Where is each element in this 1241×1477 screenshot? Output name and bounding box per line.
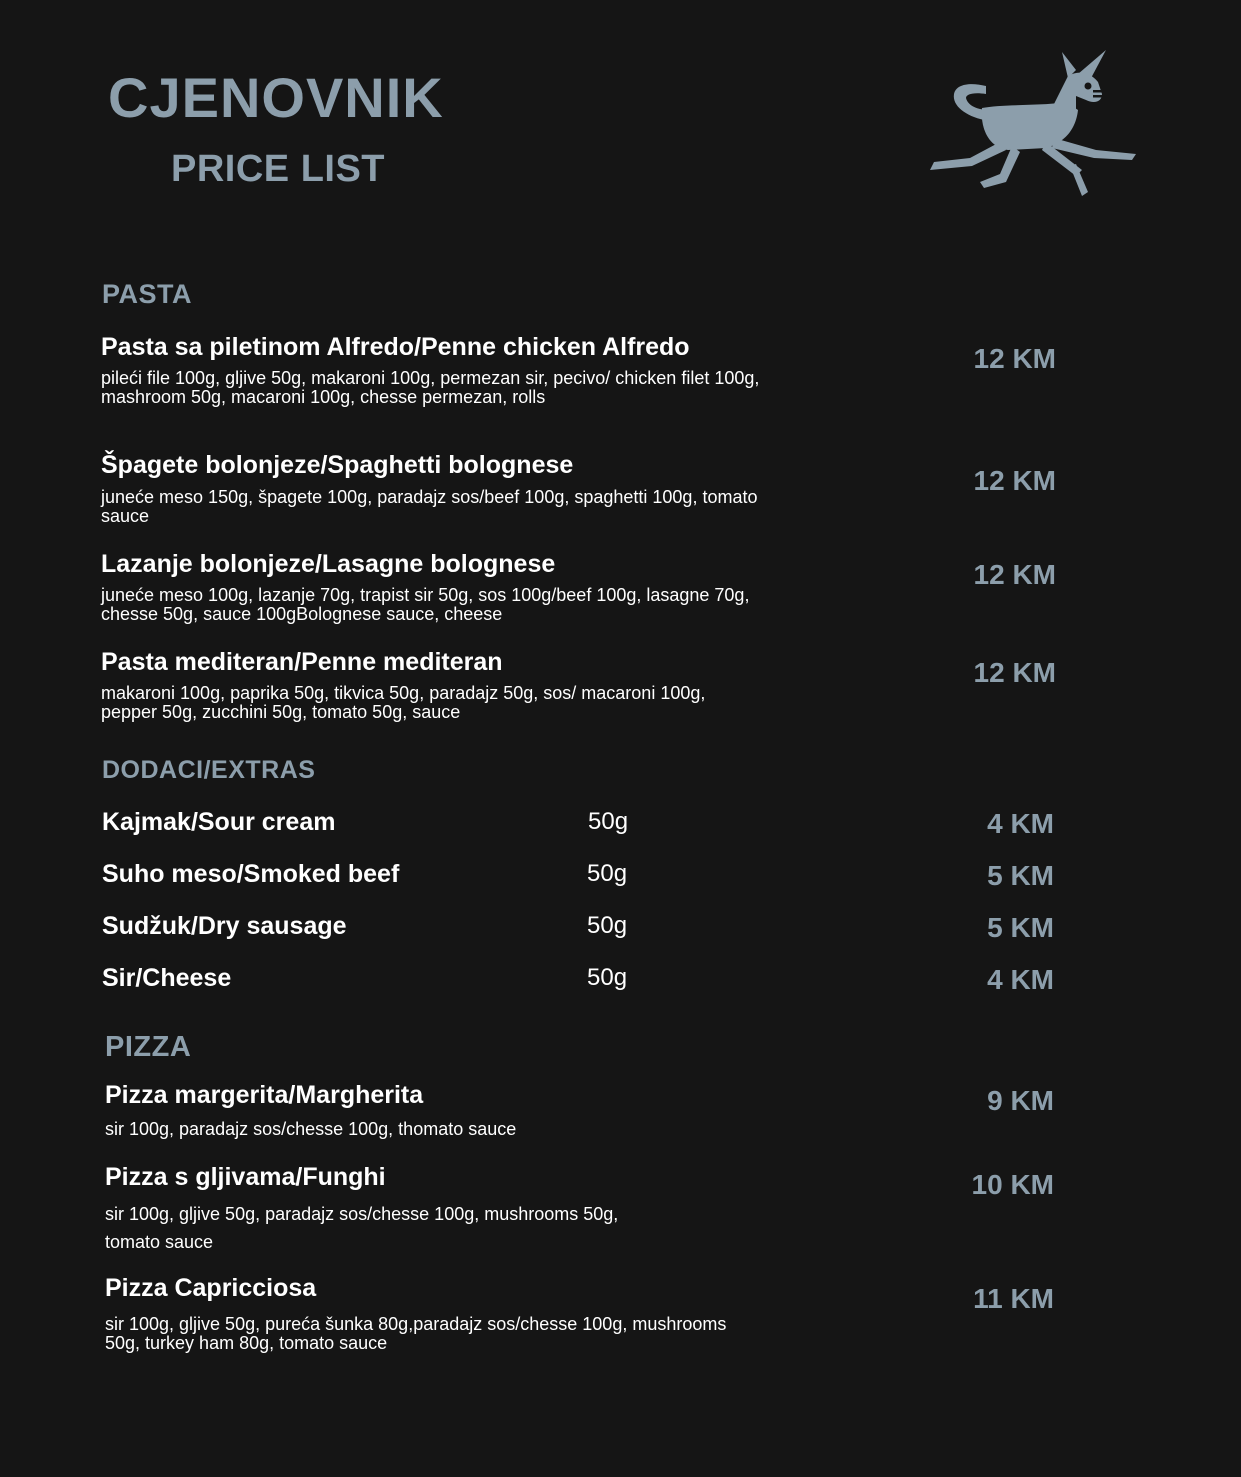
extra-item-price: 5 KM [987,912,1054,943]
extra-item-weight: 50g [587,912,628,939]
menu-item-name: Pasta mediteran/Penne mediteran [101,648,503,676]
menu-item-description: sir 100g, paradajz sos/chesse 100g, thomato sauce [105,1119,517,1139]
section-heading-pasta: PASTA [102,279,192,309]
extra-item-price: 5 KM [987,860,1054,891]
menu-item-name: Pasta sa piletinom Alfredo/Penne chicken Alfredo [101,333,690,361]
extra-item-weight: 50g [587,964,628,991]
menu-item-name: Pizza margerita/Margherita [105,1081,424,1109]
menu-item-name: Špagete bolonjeze/Spaghetti bolognese [101,451,574,479]
menu-item-name: Pizza Capricciosa [105,1274,317,1302]
section-heading-extras: DODACI/EXTRAS [102,756,316,784]
menu-item-price: 12 KM [973,465,1056,496]
page-subtitle: PRICE LIST [171,148,386,190]
menu-item-name: Pizza s gljivama/Funghi [105,1163,386,1191]
running-donkey-icon [926,46,1140,200]
extra-item-price: 4 KM [987,964,1054,995]
extra-item-name: Kajmak/Sour cream [102,808,336,836]
page-title: CJENOVNIK [108,66,444,129]
extra-item-name: Sudžuk/Dry sausage [102,912,347,940]
menu-item-name: Lazanje bolonjeze/Lasagne bolognese [101,550,556,578]
menu-item-description: sir 100g, gljive 50g, paradajz sos/chesse 100g, mushrooms 50g, tomato sauce [105,1204,619,1252]
menu-item-description: pileći file 100g, gljive 50g, makaroni 100g, permezan sir, pecivo/ chicken filet 100g, mashroom 50g, macaroni 100g, chesse permezan, rolls [101,368,760,407]
menu-item-price: 12 KM [973,559,1056,590]
menu-item-price: 10 KM [971,1169,1054,1200]
menu-item-price: 12 KM [973,343,1056,374]
menu-item-price: 9 KM [987,1085,1054,1116]
extra-item-name: Sir/Cheese [102,964,232,992]
menu-item-description: makaroni 100g, paprika 50g, tikvica 50g, paradajz 50g, sos/ macaroni 100g, pepper 50g, zucchini 50g, tomato 50g, sauce [101,683,706,722]
menu-item-price: 11 KM [973,1283,1054,1314]
menu-item-description: juneće meso 150g, špagete 100g, paradajz sos/beef 100g, spaghetti 100g, tomato sauce [101,487,758,526]
extra-item-weight: 50g [587,860,628,887]
extra-item-weight: 50g [588,808,629,835]
menu-item-description: juneće meso 100g, lazanje 70g, trapist sir 50g, sos 100g/beef 100g, lasagne 70g, chesse 50g, sauce 100gBolognese sauce, cheese [101,585,750,624]
section-heading-pizza: PIZZA [105,1031,192,1063]
menu-item-description: sir 100g, gljive 50g, pureća šunka 80g,paradajz sos/chesse 100g, mushrooms 50g, turkey ham 80g, tomato sauce [105,1314,727,1353]
extra-item-price: 4 KM [987,808,1054,839]
extra-item-name: Suho meso/Smoked beef [102,860,400,888]
menu-item-price: 12 KM [973,657,1056,688]
